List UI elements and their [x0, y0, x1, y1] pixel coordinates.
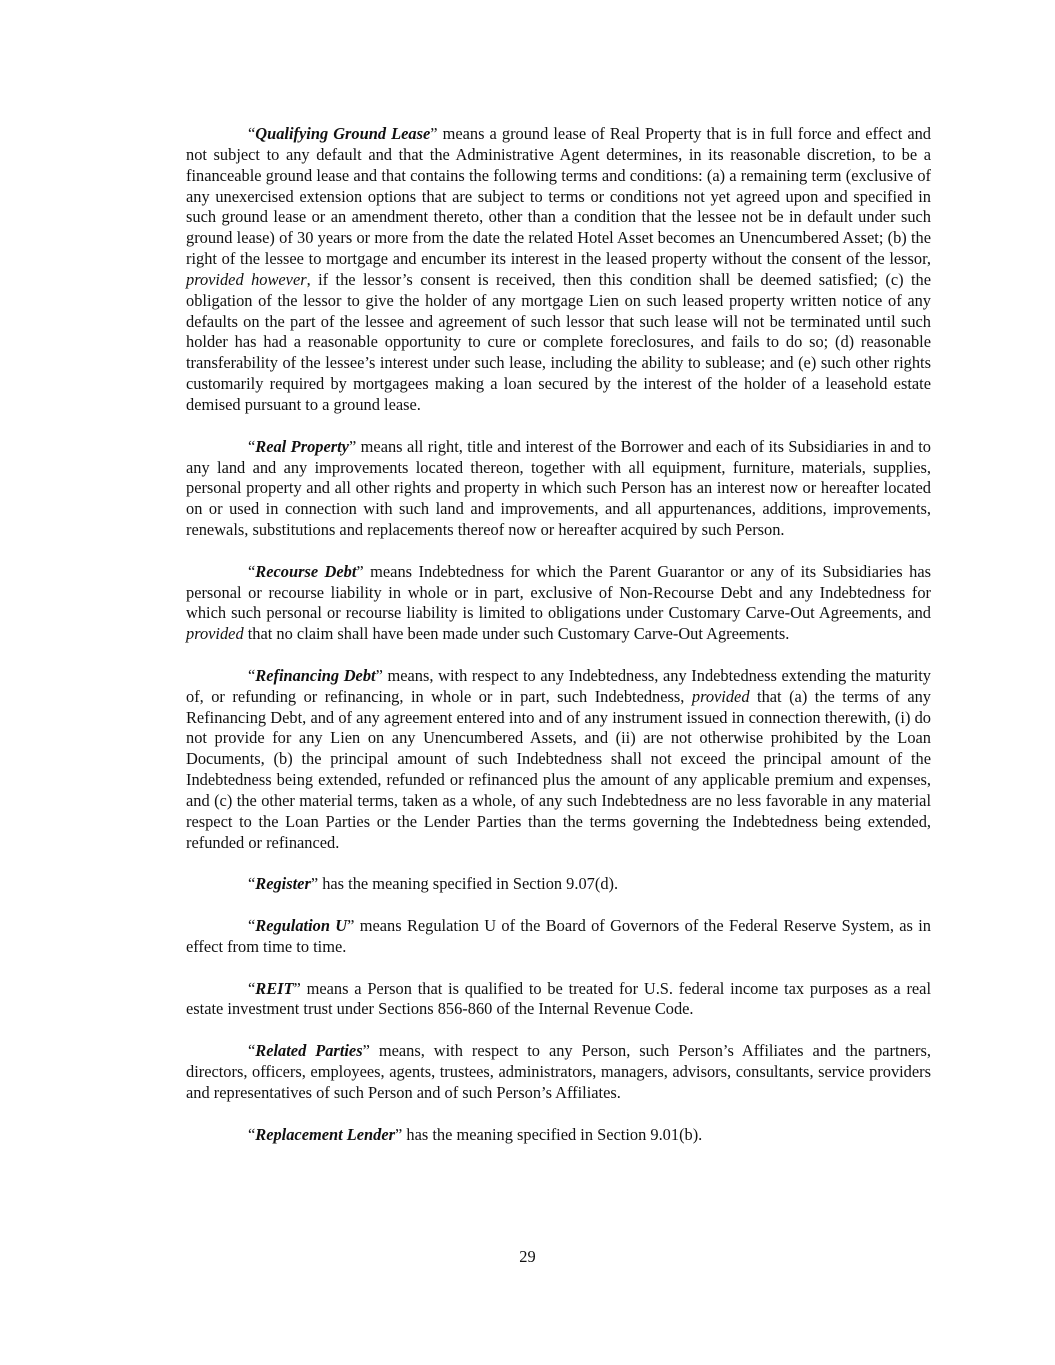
definition-register: “Register” has the meaning specified in Section 9.07(d). [248, 874, 619, 894]
definition-replacement-lender: “Replacement Lender” has the meaning specified in Section 9.01(b). [248, 1124, 703, 1144]
definition-qualifying-ground-lease: “Qualifying Ground Lease” means a ground lease of Real Property that is in full force and effect and not subject to any default and that the Administrative Agent determines, in its reasonable discretion, to be a financeable ground lease and that contains the following terms and conditions: (a) a remaining term (exclusive of any unexercised extension options that are subject to terms or conditions not yet agreed upon and specified in such ground lease or an amendment thereto, other than a condition that the lessee not be in default under such ground lease) of 30 years or more from the date the related Hotel Asset becomes an Unencumbered Asset; (b) the right of the lessee to mortgage and encumber its interest in the leased property without the consent of the lessor, provided however, if the lessor’s consent is received, then this condition shall be deemed satisfied; (c) the obligation of the lessor to give the holder of any mortgage Lien on such leased property written notice of any defaults on the part of the lessee and agreement of such lessor that such lease will not be terminated until such holder has had a reasonable opportunity to cure or complete foreclosures, and fails to do so; (d) reasonable transferability of the lessee’s interest under such lease, including the ability to sublease; and (e) such other rights customarily required by mortgagees making a loan secured by the interest of the holder of a leasehold estate demised pursuant to a ground lease. [186, 124, 932, 414]
definition-recourse-debt: “Recourse Debt” means Indebtedness for which the Parent Guarantor or any of its Subsidiaries has personal or recourse liability in whole or in part, exclusive of Non-Recourse Debt and any Indebtedness for which such personal or recourse liability is limited to obligations under Customary Carve-Out Agreements, and provided that no claim shall have been made under such Customary Carve-Out Agreements. [186, 561, 931, 644]
definition-real-property: “Real Property” means all right, title and interest of the Borrower and each of its Subsidiaries in and to any land and any improvements located thereon, together with all equipment, furniture, materials, supplies, personal property and all other rights and property in which such Person has an interest now or hereafter located on or used in connection with such land and improvements, and all appurtenances, additions, improvements, renewals, substitutions and replacements thereof now or hereafter acquired by such Person. [186, 436, 931, 540]
definition-related-parties: “Related Parties” means, with respect to any Person, such Person’s Affiliates and the partners, directors, officers, employees, agents, trustees, administrators, managers, advisors, consultants, service providers and representatives of such Person and of such Person’s Affiliates. [186, 1041, 931, 1102]
defined-term: Refinancing Debt [255, 665, 376, 685]
defined-term: Related Parties [255, 1041, 363, 1061]
defined-term: Recourse Debt [255, 561, 357, 581]
definition-regulation-u: “Regulation U” means Regulation U of the Board of Governors of the Federal Reserve System, as in effect from time to time. [186, 916, 931, 956]
defined-term: Register [255, 874, 311, 894]
defined-term: REIT [255, 978, 294, 998]
defined-term: Replacement Lender [255, 1124, 396, 1144]
page-number: 29 [519, 1247, 536, 1266]
defined-term: Real Property [255, 436, 349, 456]
definition-reit: “REIT” means a Person that is qualified to be treated for U.S. federal income tax purposes as a real estate investment trust under Sections 856-860 of the Internal Revenue Code. [186, 978, 931, 1019]
defined-term: Qualifying Ground Lease [255, 124, 431, 143]
document-page [186, 124, 931, 1166]
definition-refinancing-debt: “Refinancing Debt” means, with respect to any Indebtedness, any Indebtedness extending the maturity of, or refunding or refinancing, in whole or in part, such Indebtedness, provided that (a) the terms of any Refinancing Debt, and of any agreement entered into and of any instrument issued in connection therewith, (i) do not provide for any Lien on any Unencumbered Assets, and (ii) are not otherwise prohibited by the Loan Documents, (b) the principal amount of such Indebtedness shall not exceed the principal amount of the Indebtedness being extended, refunded or refinanced plus the amount of any applicable premium and expenses, and (c) the other material terms, taken as a whole, of any such Indebtedness are no less favorable in any material respect to the Loan Parties or the Lender Parties than the terms governing the Indebtedness being extended, refunded or refinanced. [186, 665, 931, 852]
defined-term: Regulation U [255, 916, 348, 936]
